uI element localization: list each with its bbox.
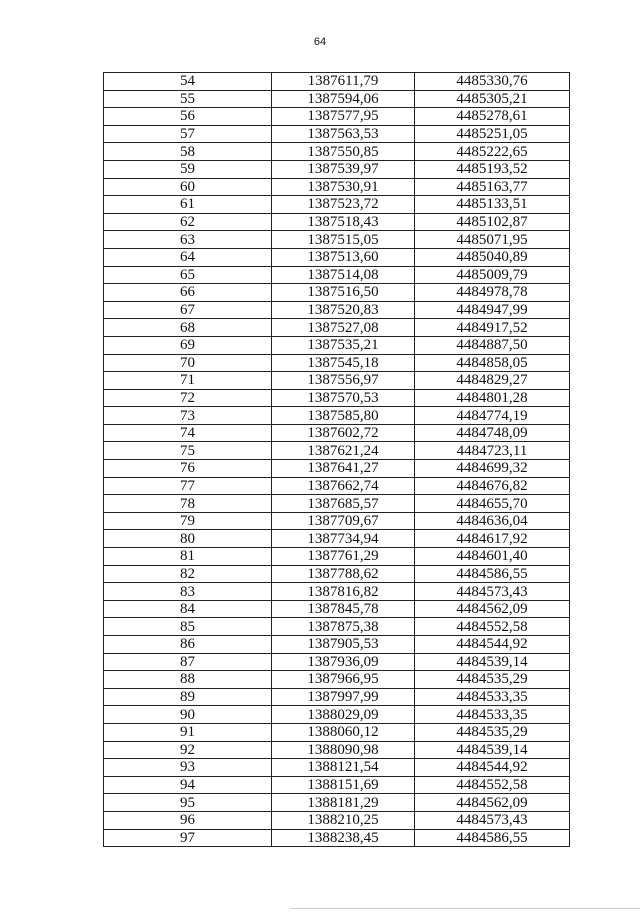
x-coordinate-cell: 1387761,29 [272,548,415,566]
x-coordinate-cell: 1387516,50 [272,284,415,302]
y-coordinate-cell: 4484723,11 [415,442,570,460]
point-number-cell: 62 [104,213,272,231]
table-row [104,460,570,478]
y-coordinate-cell: 4484917,52 [415,319,570,337]
x-coordinate-cell: 1387530,91 [272,178,415,196]
x-coordinate-cell: 1387550,85 [272,143,415,161]
point-number-cell: 64 [104,248,272,266]
y-coordinate-cell: 4485102,87 [415,213,570,231]
x-coordinate-cell: 1387520,83 [272,301,415,319]
coordinates-table-body [104,73,570,847]
table-row [104,442,570,460]
point-number-cell: 76 [104,460,272,478]
y-coordinate-cell: 4484748,09 [415,424,570,442]
y-coordinate-cell: 4484552,58 [415,776,570,794]
x-coordinate-cell: 1388121,54 [272,759,415,777]
x-coordinate-cell: 1387535,21 [272,336,415,354]
page-number: 64 [313,36,327,48]
point-number-cell: 87 [104,653,272,671]
point-number-cell: 94 [104,776,272,794]
point-number-cell: 91 [104,723,272,741]
y-coordinate-cell: 4485251,05 [415,125,570,143]
x-coordinate-cell: 1387602,72 [272,424,415,442]
y-coordinate-cell: 4485305,21 [415,90,570,108]
table-row [104,477,570,495]
table-row [104,811,570,829]
x-coordinate-cell: 1387539,97 [272,160,415,178]
table-row [104,73,570,91]
table-row [104,90,570,108]
table-row [104,143,570,161]
y-coordinate-cell: 4484573,43 [415,583,570,601]
y-coordinate-cell: 4484562,09 [415,794,570,812]
y-coordinate-cell: 4485330,76 [415,73,570,91]
point-number-cell: 65 [104,266,272,284]
y-coordinate-cell: 4484544,92 [415,759,570,777]
x-coordinate-cell: 1387966,95 [272,671,415,689]
point-number-cell: 86 [104,636,272,654]
table-row [104,301,570,319]
y-coordinate-cell: 4485009,79 [415,266,570,284]
table-row [104,636,570,654]
table-row [104,248,570,266]
x-coordinate-cell: 1387734,94 [272,530,415,548]
y-coordinate-cell: 4485133,51 [415,196,570,214]
point-number-cell: 59 [104,160,272,178]
point-number-cell: 95 [104,794,272,812]
point-number-cell: 60 [104,178,272,196]
table-row [104,723,570,741]
x-coordinate-cell: 1387563,53 [272,125,415,143]
point-number-cell: 55 [104,90,272,108]
table-row [104,424,570,442]
x-coordinate-cell: 1387816,82 [272,583,415,601]
point-number-cell: 85 [104,618,272,636]
y-coordinate-cell: 4484586,55 [415,565,570,583]
y-coordinate-cell: 4484858,05 [415,354,570,372]
y-coordinate-cell: 4484947,99 [415,301,570,319]
x-coordinate-cell: 1387621,24 [272,442,415,460]
point-number-cell: 83 [104,583,272,601]
y-coordinate-cell: 4484535,29 [415,723,570,741]
table-row [104,108,570,126]
table-row [104,266,570,284]
y-coordinate-cell: 4484601,40 [415,548,570,566]
x-coordinate-cell: 1387585,80 [272,407,415,425]
table-row [104,284,570,302]
x-coordinate-cell: 1388151,69 [272,776,415,794]
point-number-cell: 78 [104,495,272,513]
table-row [104,653,570,671]
y-coordinate-cell: 4484829,27 [415,372,570,390]
point-number-cell: 88 [104,671,272,689]
y-coordinate-cell: 4485163,77 [415,178,570,196]
y-coordinate-cell: 4484552,58 [415,618,570,636]
y-coordinate-cell: 4484533,35 [415,706,570,724]
x-coordinate-cell: 1387577,95 [272,108,415,126]
table-row [104,319,570,337]
table-row [104,583,570,601]
table-row [104,530,570,548]
point-number-cell: 79 [104,512,272,530]
point-number-cell: 66 [104,284,272,302]
y-coordinate-cell: 4484636,04 [415,512,570,530]
point-number-cell: 82 [104,565,272,583]
y-coordinate-cell: 4484562,09 [415,600,570,618]
point-number-cell: 89 [104,688,272,706]
table-row [104,196,570,214]
y-coordinate-cell: 4484544,92 [415,636,570,654]
table-row [104,495,570,513]
point-number-cell: 81 [104,548,272,566]
y-coordinate-cell: 4484617,92 [415,530,570,548]
x-coordinate-cell: 1387905,53 [272,636,415,654]
point-number-cell: 84 [104,600,272,618]
x-coordinate-cell: 1388090,98 [272,741,415,759]
point-number-cell: 56 [104,108,272,126]
table-row [104,231,570,249]
y-coordinate-cell: 4485222,65 [415,143,570,161]
table-row [104,160,570,178]
x-coordinate-cell: 1387545,18 [272,354,415,372]
x-coordinate-cell: 1388029,09 [272,706,415,724]
y-coordinate-cell: 4484655,70 [415,495,570,513]
point-number-cell: 97 [104,829,272,847]
point-number-cell: 63 [104,231,272,249]
y-coordinate-cell: 4484535,29 [415,671,570,689]
y-coordinate-cell: 4484887,50 [415,336,570,354]
table-row [104,671,570,689]
x-coordinate-cell: 1388181,29 [272,794,415,812]
point-number-cell: 74 [104,424,272,442]
point-number-cell: 80 [104,530,272,548]
y-coordinate-cell: 4484539,14 [415,653,570,671]
point-number-cell: 96 [104,811,272,829]
x-coordinate-cell: 1387709,67 [272,512,415,530]
point-number-cell: 73 [104,407,272,425]
x-coordinate-cell: 1387845,78 [272,600,415,618]
table-row [104,759,570,777]
y-coordinate-cell: 4484774,19 [415,407,570,425]
x-coordinate-cell: 1387570,53 [272,389,415,407]
point-number-cell: 92 [104,741,272,759]
x-coordinate-cell: 1388210,25 [272,811,415,829]
table-row [104,829,570,847]
point-number-cell: 61 [104,196,272,214]
x-coordinate-cell: 1388238,45 [272,829,415,847]
table-row [104,125,570,143]
y-coordinate-cell: 4484699,32 [415,460,570,478]
point-number-cell: 90 [104,706,272,724]
table-row [104,741,570,759]
point-number-cell: 69 [104,336,272,354]
y-coordinate-cell: 4484586,55 [415,829,570,847]
x-coordinate-cell: 1387518,43 [272,213,415,231]
x-coordinate-cell: 1387875,38 [272,618,415,636]
table-row [104,389,570,407]
point-number-cell: 72 [104,389,272,407]
table-row [104,706,570,724]
x-coordinate-cell: 1387936,09 [272,653,415,671]
x-coordinate-cell: 1387513,60 [272,248,415,266]
point-number-cell: 75 [104,442,272,460]
y-coordinate-cell: 4484801,28 [415,389,570,407]
point-number-cell: 77 [104,477,272,495]
table-row [104,776,570,794]
y-coordinate-cell: 4484978,78 [415,284,570,302]
y-coordinate-cell: 4484676,82 [415,477,570,495]
y-coordinate-cell: 4484539,14 [415,741,570,759]
y-coordinate-cell: 4485193,52 [415,160,570,178]
table-row [104,688,570,706]
x-coordinate-cell: 1387594,06 [272,90,415,108]
point-number-cell: 93 [104,759,272,777]
x-coordinate-cell: 1387514,08 [272,266,415,284]
x-coordinate-cell: 1387997,99 [272,688,415,706]
x-coordinate-cell: 1387523,72 [272,196,415,214]
table-row [104,407,570,425]
x-coordinate-cell: 1387611,79 [272,73,415,91]
y-coordinate-cell: 4484573,43 [415,811,570,829]
table-row [104,354,570,372]
point-number-cell: 57 [104,125,272,143]
x-coordinate-cell: 1387527,08 [272,319,415,337]
y-coordinate-cell: 4485071,95 [415,231,570,249]
coordinates-table [103,72,570,847]
y-coordinate-cell: 4485040,89 [415,248,570,266]
table-row [104,178,570,196]
table-row [104,794,570,812]
page-bottom-rule [290,908,640,909]
x-coordinate-cell: 1387685,57 [272,495,415,513]
table-row [104,600,570,618]
x-coordinate-cell: 1387788,62 [272,565,415,583]
x-coordinate-cell: 1387556,97 [272,372,415,390]
table-row [104,565,570,583]
table-row [104,548,570,566]
x-coordinate-cell: 1387515,05 [272,231,415,249]
point-number-cell: 67 [104,301,272,319]
table-row [104,372,570,390]
y-coordinate-cell: 4485278,61 [415,108,570,126]
table-row [104,618,570,636]
point-number-cell: 54 [104,73,272,91]
x-coordinate-cell: 1387641,27 [272,460,415,478]
x-coordinate-cell: 1388060,12 [272,723,415,741]
x-coordinate-cell: 1387662,74 [272,477,415,495]
table-row [104,336,570,354]
table-row [104,213,570,231]
point-number-cell: 70 [104,354,272,372]
y-coordinate-cell: 4484533,35 [415,688,570,706]
point-number-cell: 71 [104,372,272,390]
table-row [104,512,570,530]
point-number-cell: 68 [104,319,272,337]
point-number-cell: 58 [104,143,272,161]
